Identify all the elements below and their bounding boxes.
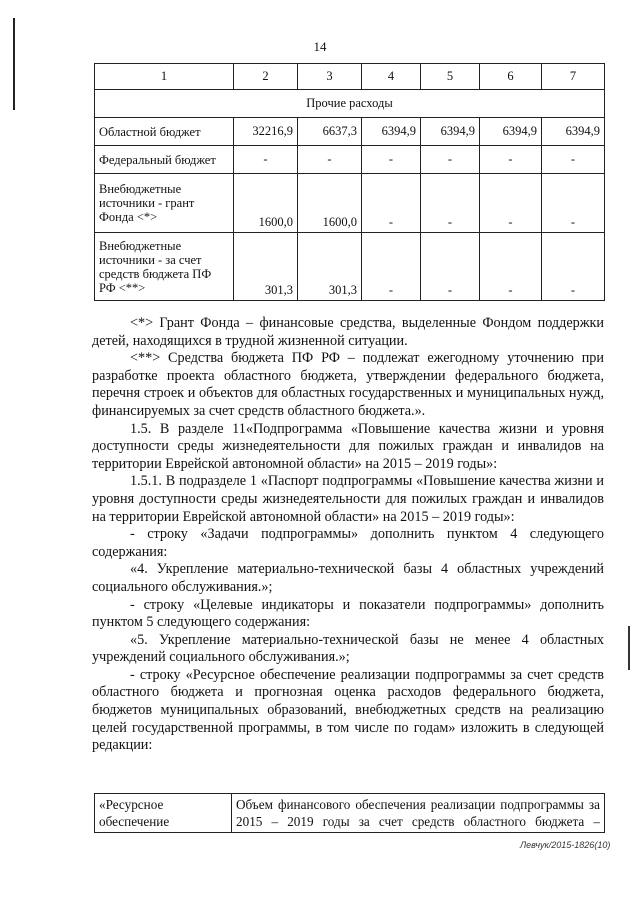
- paragraph: - строку «Целевые индикаторы и показатели подпрограммы» дополнить пунктом 5 следующего содержания:: [92, 596, 604, 631]
- cell-value: -: [298, 146, 362, 174]
- table-row: [95, 174, 605, 233]
- cell-value: 1600,0: [298, 174, 362, 233]
- cell-value: -: [421, 174, 480, 233]
- clause-1-5-1: 1.5.1. В подразделе 1 «Паспорт подпрограммы «Повышение качества жизни и уровня доступности среды жизнедеятельности для пожилых граждан и инвалидов на территории Еврейской автономной области» на 2015 – 2019 годы»:: [92, 473, 604, 525]
- paragraph: «5. Укрепление материально-технической базы не менее 4 областных учреждений социального обслуживания.»;: [92, 631, 604, 666]
- cell-value: 301,3: [298, 233, 362, 301]
- document-code: Левчук/2015-1826(10): [520, 840, 611, 850]
- resource-table: [94, 793, 605, 833]
- column-header: 4: [362, 64, 421, 90]
- section-title-row: [95, 90, 605, 118]
- scan-margin-mark: [13, 18, 15, 110]
- clause-1-5: 1.5. В разделе 11«Подпрограмма «Повышение качества жизни и уровня доступности среды жизнедеятельности для пожилых граждан и инвалидов на территории Еврейской автономной области» на 2015 – 2019 годы»:: [92, 420, 604, 472]
- page-number: 14: [313, 39, 327, 54]
- table-header-row: [95, 64, 605, 90]
- row-label: Федеральный бюджет: [95, 146, 234, 174]
- row-label: Областной бюджет: [95, 118, 234, 146]
- cell-value: 6637,3: [298, 118, 362, 146]
- cell-value: 6394,9: [542, 118, 605, 146]
- column-header: 5: [421, 64, 480, 90]
- cell-value: 6394,9: [421, 118, 480, 146]
- cell-value: -: [421, 233, 480, 301]
- row-label: Внебюджетные источники - за счет средств бюджета ПФ РФ <**>: [95, 233, 234, 301]
- column-header: 1: [95, 64, 234, 90]
- cell-value: -: [362, 233, 421, 301]
- cell-value: -: [542, 174, 605, 233]
- cell-value: -: [362, 174, 421, 233]
- paragraph: - строку «Задачи подпрограммы» дополнить пунктом 4 следующего содержания:: [92, 526, 604, 560]
- expense-table: [94, 63, 605, 301]
- cell-value: 6394,9: [480, 118, 542, 146]
- paragraph: «4. Укрепление материально-технической базы 4 областных учреждений социального обслуживания.»;: [92, 561, 604, 595]
- cell-value: 1600,0: [234, 174, 298, 233]
- section-title: Прочие расходы: [95, 90, 605, 118]
- row-label: Внебюджетные источники - грант Фонда <*>: [95, 174, 234, 233]
- column-header: 7: [542, 64, 605, 90]
- cell-value: -: [480, 174, 542, 233]
- table-row: [95, 233, 605, 301]
- column-header: 6: [480, 64, 542, 90]
- footnote-pf-budget: <**> Средства бюджета ПФ РФ – подлежат ежегодному уточнению при разработке проекта областного бюджета, утверждении федерального бюджета, перечня строек и объектов для областных государственных и муниципальных нужд, финансируемых за счет средств областного бюджета.».: [92, 350, 604, 419]
- footnote-grant: <*> Грант Фонда – финансовые средства, выделенные Фондом поддержки детей, находящихся в трудной жизненной ситуации.: [92, 315, 604, 349]
- table-row: [95, 118, 605, 146]
- resource-label: «Ресурсное обеспечение: [95, 794, 232, 833]
- cell-value: -: [480, 146, 542, 174]
- cell-value: -: [542, 146, 605, 174]
- cell-value: -: [234, 146, 298, 174]
- cell-value: -: [480, 233, 542, 301]
- resource-description: Объем финансового обеспечения реализации подпрограммы за 2015 – 2019 годы за счет средств областного бюджета –: [232, 794, 605, 833]
- column-header: 2: [234, 64, 298, 90]
- cell-value: 32216,9: [234, 118, 298, 146]
- cell-value: -: [421, 146, 480, 174]
- paragraph: - строку «Ресурсное обеспечение реализации подпрограммы за счет средств областного бюджета и прогнозная оценка расходов федерального бюджета, бюджетов муниципальных образований, внебюджетных средств на реализацию целей государственной программы, в том числе по годам» изложить в следующей редакции:: [92, 666, 604, 754]
- table-row: [95, 146, 605, 174]
- cell-value: 6394,9: [362, 118, 421, 146]
- scan-margin-mark-right: [628, 626, 630, 670]
- table-row: [95, 794, 605, 833]
- body-text: [92, 315, 604, 755]
- cell-value: 301,3: [234, 233, 298, 301]
- cell-value: -: [362, 146, 421, 174]
- column-header: 3: [298, 64, 362, 90]
- cell-value: -: [542, 233, 605, 301]
